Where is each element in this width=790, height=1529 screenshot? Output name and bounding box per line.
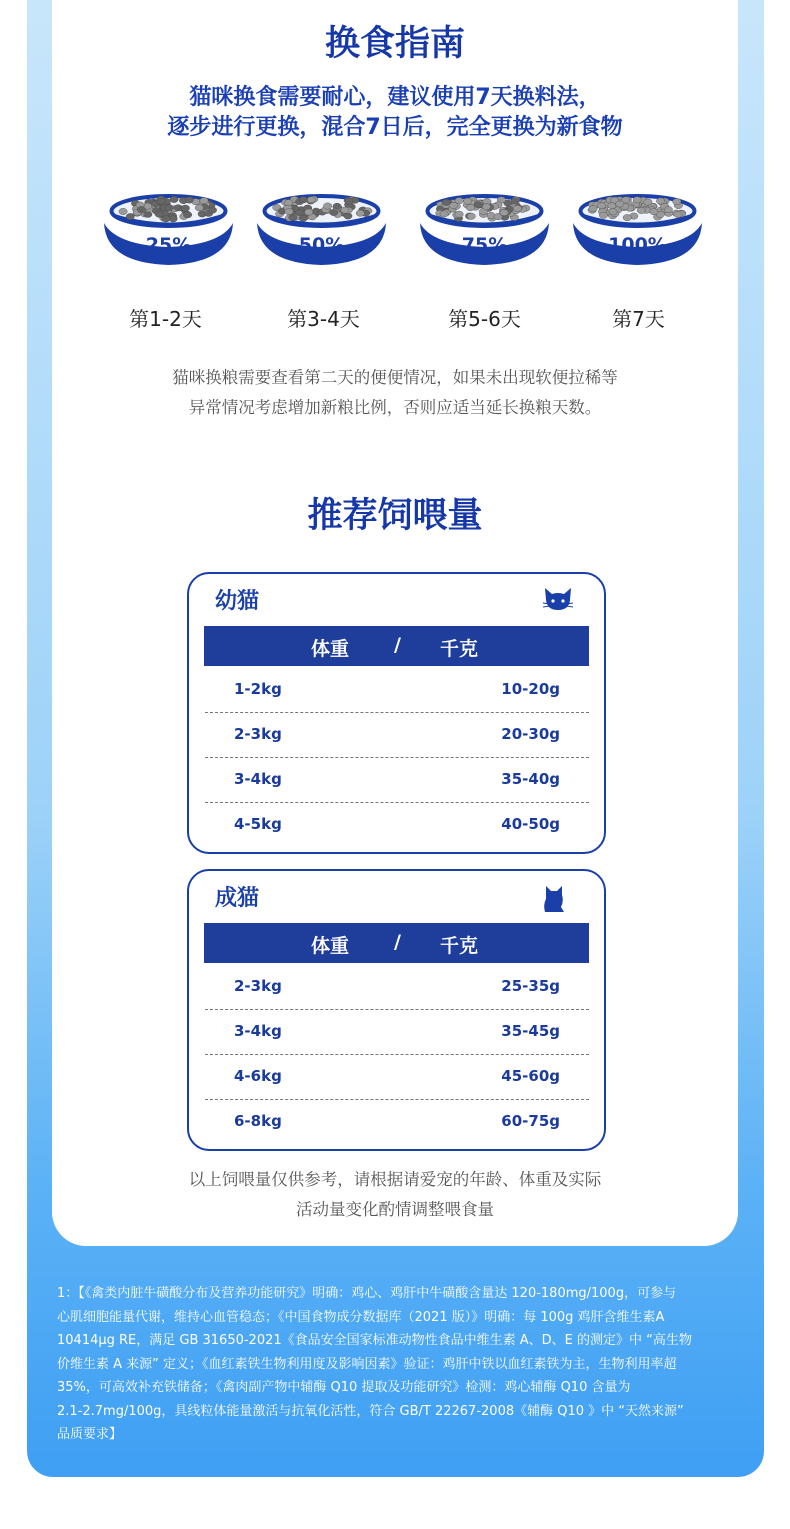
footnote-line: 35%，可高效补充铁储备；《禽肉副产物中辅酶 Q10 提取及功能研究》检测：鸡心辅酶 Q10 含量为 [57, 1380, 631, 1395]
food-bowl [101, 185, 236, 275]
stage-day-label: 第1-2天 [129, 307, 202, 331]
kibble [513, 205, 521, 211]
kibble [284, 200, 292, 206]
kibble [356, 210, 364, 216]
kibble [463, 198, 471, 204]
table-row [205, 667, 589, 713]
kibble [333, 203, 341, 209]
kitten-table-header [204, 626, 589, 666]
kibble [323, 203, 331, 209]
row-weight: 2-3kg [234, 725, 282, 743]
kibble [442, 199, 450, 205]
kibble [285, 208, 293, 214]
food-bowl [417, 185, 552, 275]
table-row [205, 964, 589, 1010]
table-row [205, 1099, 589, 1144]
stage-day-label: 第5-6天 [448, 307, 521, 331]
food-bowl [254, 185, 389, 275]
row-weight: 4-6kg [234, 1067, 282, 1085]
guide-title: 换食指南 [324, 24, 465, 64]
kibble [170, 196, 178, 202]
bowl-percent: 25% [145, 234, 192, 256]
footnote-line: 价维生素 A 来源” 定义；《血红素铁生物利用度及影响因素》验证：鸡肝中铁以血红素铁为主，生物利用率超 [57, 1356, 677, 1372]
kibble [599, 212, 607, 218]
kibble [674, 211, 682, 217]
footnote-line: 1：【《禽类内脏牛磺酸分布及营养功能研究》明确：鸡心、鸡肝中牛磺酸含量达 120-180mg/100g，可参与 [57, 1286, 677, 1301]
kibble [597, 203, 605, 209]
guide-note-line: 异常情况考虑增加新粮比例，否则应适当延长换粮天数。 [188, 398, 602, 417]
kibble [482, 203, 490, 209]
kibble [165, 205, 173, 211]
footnote-line: 心肌细胞能量代谢，维持心血管稳态；《中国食物成分数据库（2021 版）》明确：每 100g 鸡肝含维生素A [57, 1309, 665, 1325]
kibble [307, 197, 315, 203]
bowl-icon [254, 185, 389, 275]
row-weight: 2-3kg [234, 977, 282, 995]
kibble [195, 205, 203, 211]
kibble [341, 207, 349, 213]
kibble [664, 206, 672, 212]
kibble [344, 213, 352, 219]
row-amount: 35-40g [501, 770, 560, 788]
adult-panel-title: 成猫 [215, 886, 260, 911]
footnote [57, 1282, 747, 1447]
guide-lead [0, 83, 790, 143]
header-separator: / [394, 634, 401, 656]
kibble [449, 202, 457, 208]
footnote-line: 10414μg RE，满足 GB 31650-2021《食品安全国家标准动物性食品中维生素 A、D、E 的测定》中 “高生物 [57, 1333, 692, 1348]
kibble [673, 198, 681, 204]
kibble [616, 201, 624, 207]
adult-table-header [204, 923, 589, 963]
kibble [474, 202, 482, 208]
kibble [650, 208, 658, 214]
kibble [623, 214, 631, 220]
footnote-line: 品质要求】 [57, 1427, 123, 1442]
guide-note [0, 363, 790, 423]
kibble [345, 198, 353, 204]
bowl-icon [101, 185, 236, 275]
feeding-note [0, 1165, 790, 1225]
bowl-icon [417, 185, 552, 275]
kibble [162, 216, 170, 222]
kibble [289, 214, 297, 220]
stage-day-label: 第7天 [612, 307, 665, 331]
footnote-line: 2.1-2.7mg/100g，具线粒体能量激活与抗氧化活性，符合 GB/T 22267-2008《辅酶 Q10 》中 “天然来源” [57, 1403, 684, 1419]
table-row [205, 712, 589, 758]
stage-day-label: 第3-4天 [287, 307, 360, 331]
header-weight: 体重 [311, 935, 350, 957]
row-amount: 35-45g [501, 1022, 560, 1040]
row-amount: 40-50g [501, 815, 560, 833]
adult-panel [187, 869, 606, 1151]
kitten-panel [187, 572, 606, 854]
cat-sitting-icon [542, 885, 566, 917]
row-amount: 45-60g [501, 1067, 560, 1085]
kibble [119, 208, 127, 214]
cat-face-icon [542, 586, 574, 616]
table-row [205, 757, 589, 803]
kibble [466, 204, 474, 210]
kibble [609, 209, 617, 215]
table-row [205, 1009, 589, 1055]
kibble [644, 199, 652, 205]
header-unit: 千克 [440, 638, 479, 660]
row-amount: 10-20g [501, 680, 560, 698]
feeding-note-line: 以上饲喂量仅供参考，请根据请爱宠的年龄、体重及实际 [188, 1170, 602, 1189]
bowl-icon [570, 185, 705, 275]
kibble [200, 197, 208, 203]
guide-lead-line: 逐步进行更换，混合7日后，完全更换为新食物 [167, 115, 623, 140]
kibble [185, 197, 193, 203]
kibble [305, 209, 313, 215]
kibble [155, 211, 163, 217]
bowl-percent: 100% [608, 234, 667, 256]
kibble [500, 209, 508, 215]
kibble [181, 205, 189, 211]
feeding-title: 推荐饲喂量 [307, 496, 483, 536]
row-weight: 3-4kg [234, 1022, 282, 1040]
kibble [158, 198, 166, 204]
kibble [455, 211, 463, 217]
row-weight: 1-2kg [234, 680, 282, 698]
row-amount: 20-30g [501, 725, 560, 743]
kibble [608, 203, 616, 209]
header-separator: / [394, 931, 401, 953]
row-weight: 3-4kg [234, 770, 282, 788]
guide-note-line: 猫咪换粮需要查看第二天的便便情况，如果未出现软便拉稀等 [172, 368, 618, 387]
kibble [633, 197, 641, 203]
kibble [511, 198, 519, 204]
kibble [137, 206, 145, 212]
feeding-note-line: 活动量变化酌情调整喂食量 [296, 1200, 494, 1219]
row-weight: 4-5kg [234, 815, 282, 833]
bowl-percent: 75% [461, 234, 508, 256]
row-weight: 6-8kg [234, 1112, 282, 1130]
food-bowl [570, 185, 705, 275]
header-weight: 体重 [311, 638, 350, 660]
bowl-percent: 50% [298, 234, 345, 256]
kibble [208, 207, 216, 213]
table-row [205, 802, 589, 847]
kibble [467, 213, 475, 219]
kibble [637, 207, 645, 213]
kibble [183, 212, 191, 218]
kibble [299, 215, 307, 221]
row-amount: 60-75g [501, 1112, 560, 1130]
table-row [205, 1054, 589, 1100]
row-amount: 25-35g [501, 977, 560, 995]
kitten-panel-title: 幼猫 [215, 589, 260, 614]
kibble [440, 211, 448, 217]
header-unit: 千克 [440, 935, 479, 957]
kibble [299, 197, 307, 203]
guide-lead-line: 猫咪换食需要耐心，建议使用7天换料法， [189, 85, 601, 110]
kibble [589, 205, 597, 211]
